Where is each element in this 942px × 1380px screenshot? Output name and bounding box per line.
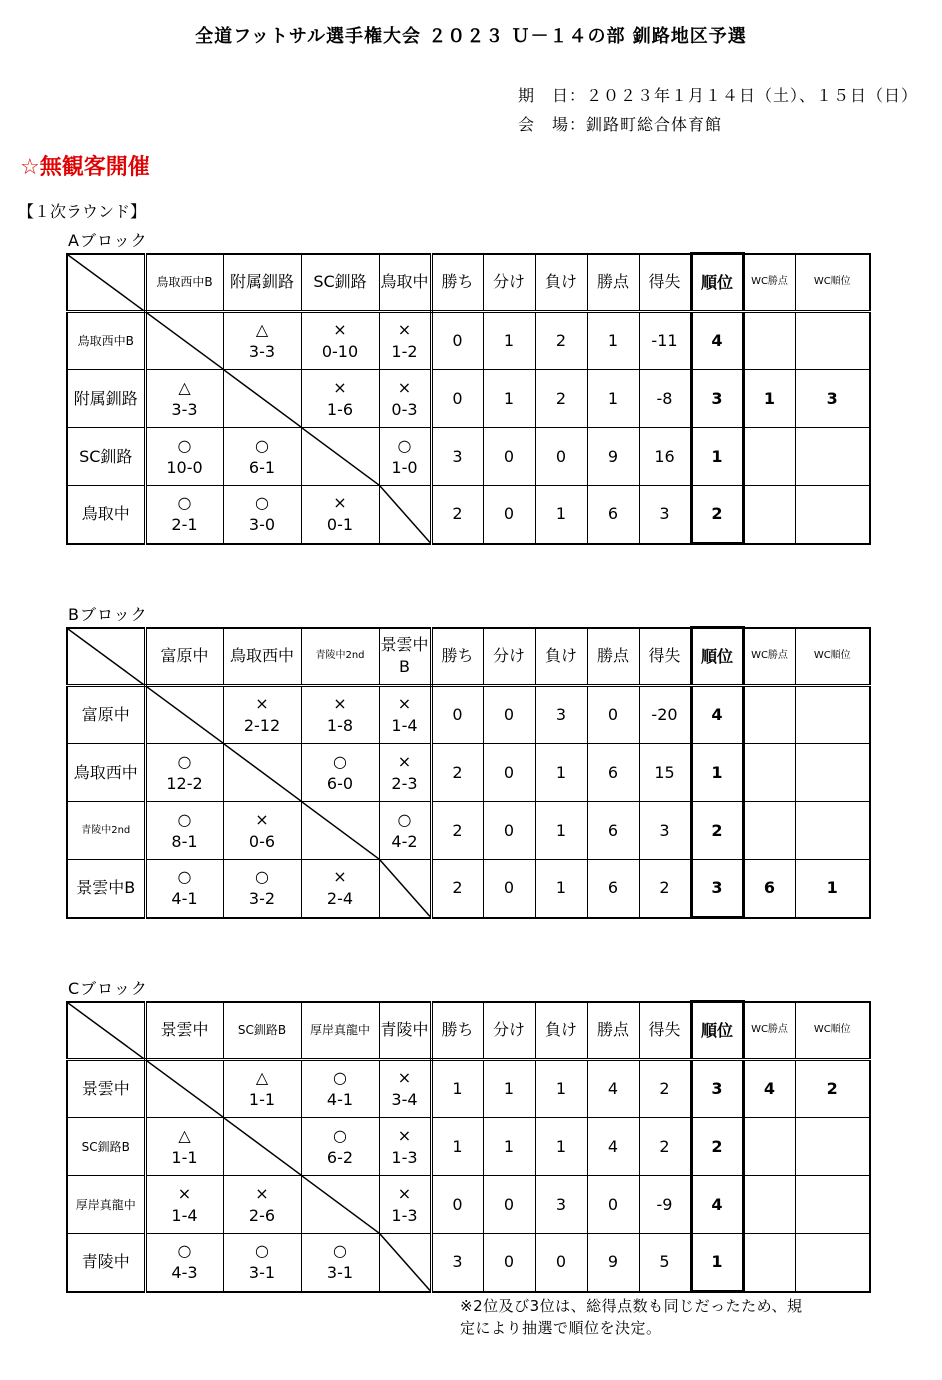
diagonal-cell	[223, 370, 301, 428]
match-result-cell	[145, 428, 223, 486]
stat-column-header: 得失	[639, 1002, 691, 1060]
diagonal-cell	[145, 686, 223, 744]
match-result-cell	[223, 486, 301, 544]
team-row-header: 厚岸真龍中	[67, 1176, 145, 1234]
result-mark: ×	[333, 377, 347, 397]
team-column-header: SC釧路	[301, 254, 379, 312]
match-result-cell	[379, 370, 431, 428]
rank-cell: 4	[691, 312, 743, 370]
rank-cell: 2	[691, 802, 743, 860]
diagonal-cell	[379, 486, 431, 544]
rank-cell: 4	[691, 686, 743, 744]
stat-cell: 0	[587, 686, 639, 744]
match-score: 3-2	[248, 889, 276, 909]
team-row	[67, 860, 870, 918]
stat-cell: 2	[639, 1060, 691, 1118]
team-column-header: 厚岸真龍中	[301, 1002, 379, 1060]
diagonal-cell	[223, 1118, 301, 1176]
wc-stat-cell	[743, 744, 795, 802]
match-result-cell	[145, 860, 223, 918]
footnote-line-1: ※2位及び3位は、総得点数も同じだったため、規	[460, 1297, 803, 1315]
stat-column-header: 負け	[535, 628, 587, 686]
stat-cell: 1	[535, 860, 587, 918]
block-b-table	[66, 626, 871, 919]
stat-cell: 1	[483, 1060, 535, 1118]
result-mark: ×	[397, 1068, 412, 1087]
wc-stat-cell	[795, 1118, 870, 1176]
match-score: 6-2	[326, 1147, 354, 1167]
header-row	[67, 254, 870, 312]
team-row-header: SC釧路B	[67, 1118, 145, 1176]
team-row-header: 附属釧路	[67, 370, 145, 428]
corner-cell	[67, 254, 145, 312]
match-score: 4-3	[171, 1263, 198, 1283]
stat-cell: 2	[431, 802, 483, 860]
stat-cell: 1	[587, 370, 639, 428]
result-mark: ○	[255, 1241, 269, 1261]
stat-cell: 2	[535, 370, 587, 428]
match-result-cell	[145, 370, 223, 428]
stat-cell: 15	[639, 744, 691, 802]
rank-cell: 1	[691, 428, 743, 486]
match-result-cell	[301, 1234, 379, 1292]
result-mark: ○	[397, 435, 412, 455]
match-score: 4-2	[391, 831, 418, 851]
wc-stat-cell	[743, 1176, 795, 1234]
diagonal-cell	[379, 1234, 431, 1292]
stat-column-header: 分け	[483, 1002, 535, 1060]
stat-column-header: WC勝点	[743, 254, 795, 312]
diagonal-cell	[301, 1176, 379, 1234]
result-mark: △	[178, 377, 191, 397]
result-mark: ×	[255, 1183, 269, 1203]
team-column-header: 景雲中B	[379, 628, 431, 686]
match-score: 1-3	[391, 1205, 418, 1225]
team-column-header: 鳥取中	[379, 254, 431, 312]
result-mark: △	[255, 1068, 269, 1087]
match-score: 4-1	[171, 889, 198, 909]
stat-cell: 3	[431, 1234, 483, 1292]
match-result-cell	[301, 860, 379, 918]
match-score: 3-0	[248, 515, 276, 535]
stat-column-header: 分け	[483, 254, 535, 312]
match-score: 1-0	[391, 457, 418, 477]
result-mark: ×	[397, 751, 412, 771]
stat-column-header: 勝点	[587, 628, 639, 686]
result-mark: ×	[255, 694, 269, 713]
result-mark: ×	[333, 867, 347, 887]
match-result-cell	[145, 802, 223, 860]
match-score: 0-3	[391, 399, 418, 419]
result-mark: ○	[177, 1241, 192, 1261]
stat-cell: 6	[587, 802, 639, 860]
wc-stat-cell: 3	[795, 370, 870, 428]
stat-cell: 1	[535, 744, 587, 802]
stat-column-header: WC順位	[795, 1002, 870, 1060]
stat-cell: 0	[483, 860, 535, 918]
team-row-header: 青陵中	[67, 1234, 145, 1292]
stat-column-header: 得失	[639, 628, 691, 686]
match-score: 1-4	[391, 716, 418, 735]
team-row-header: 景雲中	[67, 1060, 145, 1118]
result-mark: ○	[255, 493, 269, 513]
match-result-cell	[223, 428, 301, 486]
stat-cell: 0	[483, 744, 535, 802]
match-result-cell	[223, 1060, 301, 1118]
team-row	[67, 802, 870, 860]
stat-cell: 9	[587, 428, 639, 486]
stat-cell: 3	[639, 486, 691, 544]
stat-cell: 2	[535, 312, 587, 370]
match-result-cell	[379, 1176, 431, 1234]
wc-stat-cell: 4	[743, 1060, 795, 1118]
rank-cell: 1	[691, 744, 743, 802]
stat-column-header: 勝ち	[431, 1002, 483, 1060]
stat-cell: 1	[535, 486, 587, 544]
stat-column-header: 分け	[483, 628, 535, 686]
stat-cell: -20	[639, 686, 691, 744]
wc-stat-cell	[795, 1234, 870, 1292]
team-column-header: 青陵中	[379, 1002, 431, 1060]
stat-cell: 4	[587, 1060, 639, 1118]
wc-stat-cell	[795, 686, 870, 744]
block-b-label: Bブロック	[68, 605, 148, 624]
wc-stat-cell	[795, 486, 870, 544]
wc-stat-cell	[743, 428, 795, 486]
match-result-cell	[379, 312, 431, 370]
block-c-table	[66, 1000, 871, 1293]
stat-column-header: 負け	[535, 1002, 587, 1060]
result-mark: ×	[333, 320, 347, 339]
wc-stat-cell	[743, 802, 795, 860]
match-score: 1-4	[171, 1205, 198, 1225]
result-mark: ○	[333, 1125, 347, 1145]
stat-column-header: WC勝点	[743, 1002, 795, 1060]
wc-stat-cell	[743, 1118, 795, 1176]
corner-cell	[67, 1002, 145, 1060]
match-score: 2-3	[391, 773, 418, 793]
diagonal-cell	[223, 744, 301, 802]
stat-cell: 6	[587, 486, 639, 544]
event-venue: 会 場：釧路町総合体育館	[518, 115, 723, 134]
result-mark: △	[178, 1125, 191, 1145]
match-result-cell	[301, 312, 379, 370]
stat-cell: 3	[431, 428, 483, 486]
rank-cell: 3	[691, 370, 743, 428]
stat-cell: 0	[431, 686, 483, 744]
wc-stat-cell	[795, 744, 870, 802]
match-score: 3-4	[391, 1090, 418, 1109]
stat-cell: 4	[587, 1118, 639, 1176]
block-a-table	[66, 252, 871, 545]
result-mark: ×	[397, 377, 412, 397]
team-row	[67, 1234, 870, 1292]
result-mark: ○	[255, 435, 269, 455]
stat-cell: 1	[431, 1060, 483, 1118]
match-score: 0-1	[326, 515, 354, 535]
match-score: 3-3	[248, 342, 276, 361]
match-result-cell	[145, 1234, 223, 1292]
result-mark: ○	[177, 751, 192, 771]
match-result-cell	[379, 686, 431, 744]
stat-cell: 1	[431, 1118, 483, 1176]
match-score: 2-4	[326, 889, 354, 909]
result-mark: ○	[333, 751, 347, 771]
diagonal-cell	[145, 312, 223, 370]
match-score: 3-1	[326, 1263, 354, 1283]
stat-cell: 1	[535, 802, 587, 860]
match-score: 1-1	[248, 1090, 276, 1109]
match-result-cell	[379, 802, 431, 860]
match-result-cell	[379, 428, 431, 486]
result-mark: ×	[333, 694, 347, 713]
stat-cell: 1	[587, 312, 639, 370]
stat-column-header: 勝ち	[431, 628, 483, 686]
wc-stat-cell: 2	[795, 1060, 870, 1118]
match-result-cell	[145, 486, 223, 544]
match-score: 2-6	[248, 1205, 276, 1225]
stat-cell: 0	[483, 802, 535, 860]
match-score: 6-1	[248, 457, 276, 477]
match-result-cell	[223, 860, 301, 918]
match-score: 1-3	[391, 1147, 418, 1167]
match-score: 0-10	[321, 342, 359, 361]
match-result-cell	[223, 1234, 301, 1292]
round-label: 【１次ラウンド】	[18, 202, 147, 221]
result-mark: ○	[177, 435, 192, 455]
diagonal-cell	[145, 1060, 223, 1118]
result-mark: ○	[333, 1068, 347, 1087]
result-mark: ×	[255, 809, 269, 829]
match-result-cell	[145, 1176, 223, 1234]
stat-cell: 0	[483, 686, 535, 744]
stat-cell: 1	[535, 1060, 587, 1118]
stat-cell: 0	[483, 1234, 535, 1292]
stat-column-header: 順位	[691, 628, 743, 686]
match-result-cell	[379, 1118, 431, 1176]
no-spectators-notice: ☆無観客開催	[20, 155, 150, 180]
header-row	[67, 628, 870, 686]
stat-column-header: 勝ち	[431, 254, 483, 312]
team-row	[67, 1118, 870, 1176]
team-row	[67, 1060, 870, 1118]
match-score: 2-12	[243, 716, 281, 735]
team-row	[67, 686, 870, 744]
result-mark: ○	[255, 867, 269, 887]
stat-cell: 0	[483, 428, 535, 486]
footnote	[460, 1295, 803, 1339]
footnote-line-2: 定により抽選で順位を決定。	[460, 1319, 662, 1337]
stat-column-header: 負け	[535, 254, 587, 312]
wc-stat-cell: 1	[795, 860, 870, 918]
stat-cell: 3	[535, 1176, 587, 1234]
match-result-cell	[301, 1060, 379, 1118]
stat-cell: 5	[639, 1234, 691, 1292]
match-result-cell	[145, 744, 223, 802]
stat-cell: 0	[431, 312, 483, 370]
match-result-cell	[301, 744, 379, 802]
block-a-label: Aブロック	[68, 231, 148, 250]
stat-cell: 3	[639, 802, 691, 860]
team-row-header: 鳥取中	[67, 486, 145, 544]
stat-cell: 1	[483, 370, 535, 428]
wc-stat-cell	[795, 1176, 870, 1234]
team-column-header: 鳥取西中	[223, 628, 301, 686]
match-result-cell	[145, 1118, 223, 1176]
team-row-header: 鳥取西中	[67, 744, 145, 802]
match-score: 3-3	[171, 399, 198, 419]
team-row	[67, 370, 870, 428]
match-score: 3-1	[248, 1263, 276, 1283]
match-result-cell	[301, 486, 379, 544]
match-score: 1-2	[391, 342, 418, 361]
rank-cell: 2	[691, 486, 743, 544]
team-row	[67, 1176, 870, 1234]
rank-cell: 3	[691, 1060, 743, 1118]
result-mark: ○	[333, 1241, 347, 1261]
match-result-cell	[379, 1060, 431, 1118]
match-score: 12-2	[166, 773, 203, 793]
team-row-header: 青陵中2nd	[67, 802, 145, 860]
team-column-header: 富原中	[145, 628, 223, 686]
stat-cell: 9	[587, 1234, 639, 1292]
stat-cell: 6	[587, 860, 639, 918]
stat-cell: 2	[639, 860, 691, 918]
team-row-header: SC釧路	[67, 428, 145, 486]
match-result-cell	[301, 686, 379, 744]
stat-cell: 0	[483, 1176, 535, 1234]
stat-column-header: 勝点	[587, 1002, 639, 1060]
team-column-header: SC釧路B	[223, 1002, 301, 1060]
stat-cell: -8	[639, 370, 691, 428]
result-mark: ○	[177, 867, 192, 887]
result-mark: ×	[397, 694, 412, 713]
stat-cell: 1	[483, 312, 535, 370]
stat-cell: 0	[431, 370, 483, 428]
diagonal-cell	[379, 860, 431, 918]
team-row-header: 鳥取西中B	[67, 312, 145, 370]
stat-column-header: WC順位	[795, 628, 870, 686]
match-score: 1-8	[326, 716, 354, 735]
diagonal-cell	[301, 802, 379, 860]
result-mark: ×	[177, 1183, 192, 1203]
match-score: 4-1	[326, 1090, 354, 1109]
stat-cell: 2	[431, 744, 483, 802]
match-score: 1-1	[171, 1147, 198, 1167]
header-row	[67, 1002, 870, 1060]
team-column-header: 鳥取西中B	[145, 254, 223, 312]
stat-column-header: 順位	[691, 254, 743, 312]
corner-cell	[67, 628, 145, 686]
result-mark: ×	[397, 320, 412, 339]
team-row-header: 景雲中B	[67, 860, 145, 918]
team-column-header: 附属釧路	[223, 254, 301, 312]
stat-cell: 2	[639, 1118, 691, 1176]
wc-stat-cell	[743, 1234, 795, 1292]
wc-stat-cell	[795, 312, 870, 370]
team-column-header: 景雲中	[145, 1002, 223, 1060]
result-mark: ×	[397, 1183, 412, 1203]
wc-stat-cell	[743, 312, 795, 370]
stat-column-header: WC順位	[795, 254, 870, 312]
stat-cell: 2	[431, 860, 483, 918]
block-c-label: Cブロック	[68, 979, 148, 998]
result-mark: ○	[177, 493, 192, 513]
stat-cell: 3	[535, 686, 587, 744]
team-row	[67, 744, 870, 802]
wc-stat-cell	[743, 486, 795, 544]
match-score: 2-1	[171, 515, 198, 535]
rank-cell: 1	[691, 1234, 743, 1292]
match-score: 0-6	[248, 831, 276, 851]
wc-stat-cell	[743, 686, 795, 744]
match-score: 1-6	[326, 399, 354, 419]
stat-cell: 1	[483, 1118, 535, 1176]
stat-cell: 0	[483, 486, 535, 544]
stat-cell: 0	[535, 428, 587, 486]
match-score: 10-0	[166, 457, 203, 477]
rank-cell: 4	[691, 1176, 743, 1234]
match-result-cell	[301, 370, 379, 428]
match-score: 8-1	[171, 831, 198, 851]
wc-stat-cell: 6	[743, 860, 795, 918]
wc-stat-cell	[795, 802, 870, 860]
diagonal-cell	[301, 428, 379, 486]
team-column-header: 青陵中2nd	[301, 628, 379, 686]
stat-column-header: 得失	[639, 254, 691, 312]
wc-stat-cell	[795, 428, 870, 486]
stat-column-header: WC勝点	[743, 628, 795, 686]
team-row	[67, 312, 870, 370]
stat-cell: -9	[639, 1176, 691, 1234]
result-mark: ×	[397, 1125, 412, 1145]
match-result-cell	[223, 802, 301, 860]
stat-cell: 2	[431, 486, 483, 544]
rank-cell: 3	[691, 860, 743, 918]
result-mark: ○	[397, 809, 412, 829]
result-mark: △	[255, 320, 269, 339]
match-score: 6-0	[326, 773, 354, 793]
team-row	[67, 486, 870, 544]
team-row-header: 富原中	[67, 686, 145, 744]
stat-cell: 16	[639, 428, 691, 486]
match-result-cell	[379, 744, 431, 802]
stat-cell: 0	[431, 1176, 483, 1234]
page-title: 全道フットサル選手権大会 ２０２３ Ｕ－１４の部 釧路地区予選	[195, 26, 747, 47]
stat-cell: 1	[535, 1118, 587, 1176]
stat-cell: 0	[587, 1176, 639, 1234]
match-result-cell	[301, 1118, 379, 1176]
team-row	[67, 428, 870, 486]
result-mark: ×	[333, 493, 347, 513]
stat-cell: 6	[587, 744, 639, 802]
result-mark: ○	[177, 809, 192, 829]
stat-cell: -11	[639, 312, 691, 370]
match-result-cell	[223, 686, 301, 744]
stat-column-header: 順位	[691, 1002, 743, 1060]
rank-cell: 2	[691, 1118, 743, 1176]
match-result-cell	[223, 312, 301, 370]
wc-stat-cell: 1	[743, 370, 795, 428]
stat-column-header: 勝点	[587, 254, 639, 312]
stat-cell: 0	[535, 1234, 587, 1292]
event-date: 期 日：２０２３年１月１４日（土）、１５日（日）	[518, 86, 919, 105]
match-result-cell	[223, 1176, 301, 1234]
